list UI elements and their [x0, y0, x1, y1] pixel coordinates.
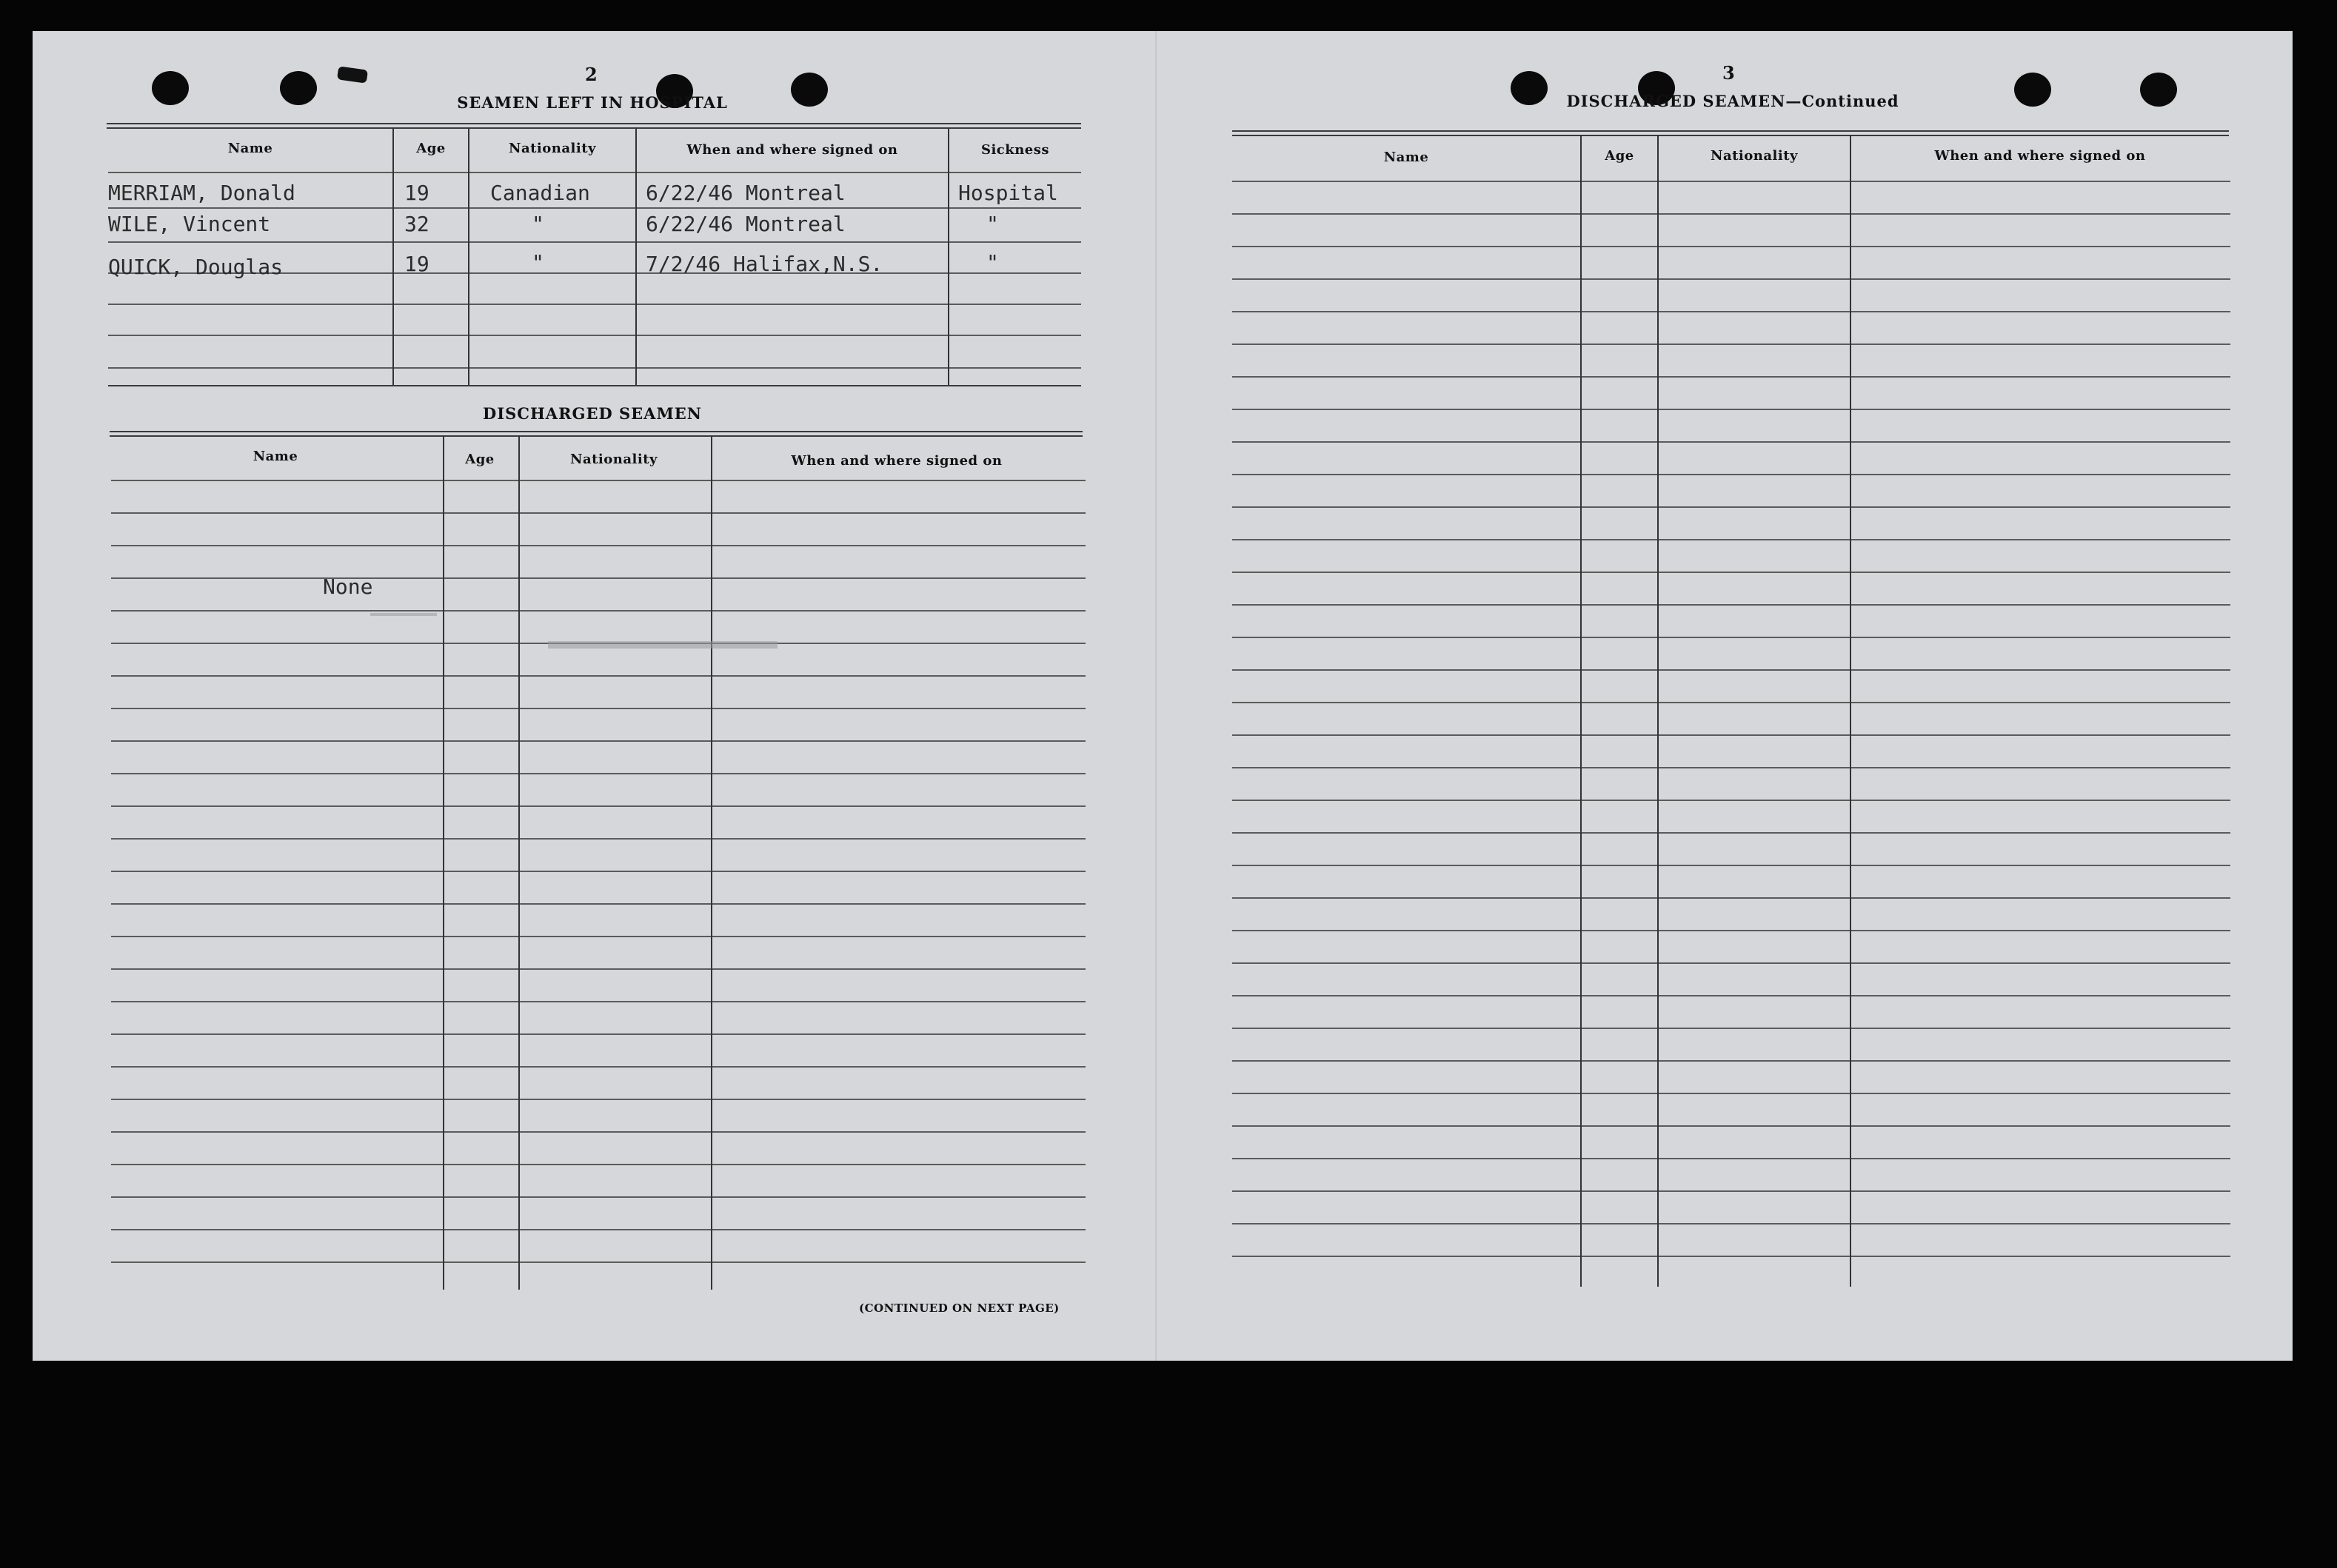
table-rule — [107, 127, 1081, 129]
table-row-nationality: Canadian — [490, 181, 590, 205]
form-rule — [1232, 246, 2230, 247]
form-rule — [1232, 995, 2230, 996]
table-row-sickness: " — [986, 250, 999, 275]
column-header-signed-on: When and where signed on — [1934, 148, 2146, 164]
column-header-age: Age — [465, 452, 495, 467]
table-rule — [1232, 135, 2229, 136]
form-rule — [1232, 1223, 2230, 1224]
form-rule — [1232, 702, 2230, 703]
column-header-age: Age — [1605, 148, 1634, 164]
form-rule — [1232, 376, 2230, 378]
form-rule — [1232, 637, 2230, 638]
form-rule — [111, 1066, 1086, 1068]
discharged-continued-title: DISCHARGED SEAMEN—Continued — [1566, 92, 1899, 110]
column-header-nationality: Nationality — [1711, 148, 1798, 164]
form-rule — [1232, 539, 2230, 540]
punch-hole — [280, 71, 317, 105]
table-rule — [107, 123, 1081, 124]
form-rule — [111, 675, 1086, 677]
form-rule — [1232, 767, 2230, 768]
form-rule — [111, 1033, 1086, 1035]
table-rule — [108, 385, 1081, 386]
form-rule — [111, 1229, 1086, 1230]
form-rule — [111, 1196, 1086, 1198]
table-rule — [108, 304, 1081, 305]
table-rule — [108, 241, 1081, 243]
form-rule — [1232, 409, 2230, 410]
column-divider — [1850, 135, 1851, 1287]
table-row-nationality: " — [532, 250, 544, 275]
form-rule — [111, 577, 1086, 579]
punch-hole — [2140, 73, 2177, 107]
form-rule — [1232, 897, 2230, 899]
column-divider — [948, 127, 949, 385]
form-rule — [1232, 311, 2230, 312]
table-rule — [1232, 130, 2229, 132]
form-rule — [1232, 1190, 2230, 1192]
form-rule — [111, 1262, 1086, 1263]
form-rule — [1232, 506, 2230, 508]
form-rule — [111, 708, 1086, 709]
form-rule — [111, 1099, 1086, 1100]
faded-mark — [370, 613, 437, 616]
form-rule — [111, 512, 1086, 514]
table-row-signed-on: 6/22/46 Montreal — [646, 212, 846, 236]
form-rule — [1232, 800, 2230, 801]
table-row-sickness: " — [986, 212, 999, 236]
column-divider — [518, 435, 520, 1290]
table-rule — [108, 172, 1081, 173]
form-rule — [111, 871, 1086, 872]
table-rule — [108, 335, 1081, 336]
form-rule — [111, 936, 1086, 937]
form-rule — [1232, 181, 2230, 182]
form-rule — [1232, 930, 2230, 931]
column-header-name: Name — [253, 449, 298, 464]
form-rule — [1232, 604, 2230, 606]
faded-typing — [548, 641, 778, 649]
form-rule — [1232, 344, 2230, 345]
column-divider — [1657, 135, 1659, 1287]
column-divider — [443, 435, 444, 1290]
column-header-signed-on: When and where signed on — [791, 453, 1003, 469]
form-rule — [1232, 734, 2230, 736]
form-rule — [111, 903, 1086, 905]
table-row-age: 19 — [404, 252, 429, 276]
form-rule — [111, 480, 1086, 481]
column-header-age: Age — [416, 141, 446, 156]
punch-hole — [152, 71, 189, 105]
form-rule — [111, 545, 1086, 546]
form-rule — [111, 773, 1086, 774]
form-rule — [111, 1131, 1086, 1133]
table-rule — [108, 207, 1081, 209]
page-fold — [1155, 31, 1157, 1361]
form-rule — [111, 805, 1086, 807]
form-rule — [1232, 1093, 2230, 1094]
table-row-name: QUICK, Douglas — [108, 255, 284, 279]
table-row-age: 32 — [404, 212, 429, 236]
form-rule — [111, 610, 1086, 612]
column-header-sickness: Sickness — [980, 142, 1050, 158]
form-rule — [1232, 278, 2230, 280]
table-rule — [110, 435, 1083, 437]
form-rule — [111, 740, 1086, 742]
column-header-name: Name — [1383, 150, 1429, 165]
form-rule — [1232, 213, 2230, 215]
table-row-signed-on: 7/2/46 Halifax,N.S. — [646, 252, 883, 276]
page-number-right: 3 — [1722, 62, 1735, 84]
form-rule — [1232, 1060, 2230, 1062]
column-header-signed-on: When and where signed on — [686, 142, 898, 158]
form-rule — [1232, 962, 2230, 964]
continued-note: (CONTINUED ON NEXT PAGE) — [859, 1301, 1060, 1315]
none-entry: None — [323, 574, 373, 599]
form-rule — [1232, 832, 2230, 834]
form-rule — [111, 1001, 1086, 1002]
form-rule — [1232, 1028, 2230, 1029]
form-rule — [111, 838, 1086, 840]
table-row-age: 19 — [404, 181, 429, 205]
form-rule — [111, 968, 1086, 970]
document-sheet — [33, 31, 2293, 1361]
table-row-name: MERRIAM, Donald — [108, 181, 295, 205]
table-rule — [110, 431, 1083, 432]
column-divider — [635, 127, 637, 385]
column-divider — [1580, 135, 1582, 1287]
punch-hole — [2014, 73, 2051, 107]
page-number-left: 2 — [585, 64, 598, 85]
form-rule — [1232, 1158, 2230, 1159]
column-divider — [392, 127, 394, 385]
column-divider — [468, 127, 469, 385]
table-row-signed-on: 6/22/46 Montreal — [646, 181, 846, 205]
form-rule — [1232, 474, 2230, 475]
column-header-name: Name — [227, 141, 273, 156]
form-rule — [111, 1164, 1086, 1165]
form-rule — [1232, 1256, 2230, 1257]
hospital-section-title: SEAMEN LEFT IN HOSPITAL — [457, 93, 728, 112]
form-rule — [1232, 1125, 2230, 1127]
column-divider — [711, 435, 712, 1290]
column-header-nationality: Nationality — [570, 452, 658, 467]
table-row-sickness: Hospital — [958, 181, 1058, 205]
form-rule — [1232, 865, 2230, 866]
table-row-nationality: " — [532, 212, 544, 236]
table-row-name: WILE, Vincent — [108, 212, 271, 236]
form-rule — [1232, 572, 2230, 573]
column-header-nationality: Nationality — [509, 141, 596, 156]
form-rule — [1232, 669, 2230, 671]
form-rule — [1232, 441, 2230, 443]
discharged-section-title: DISCHARGED SEAMEN — [483, 404, 702, 423]
table-rule — [108, 367, 1081, 369]
